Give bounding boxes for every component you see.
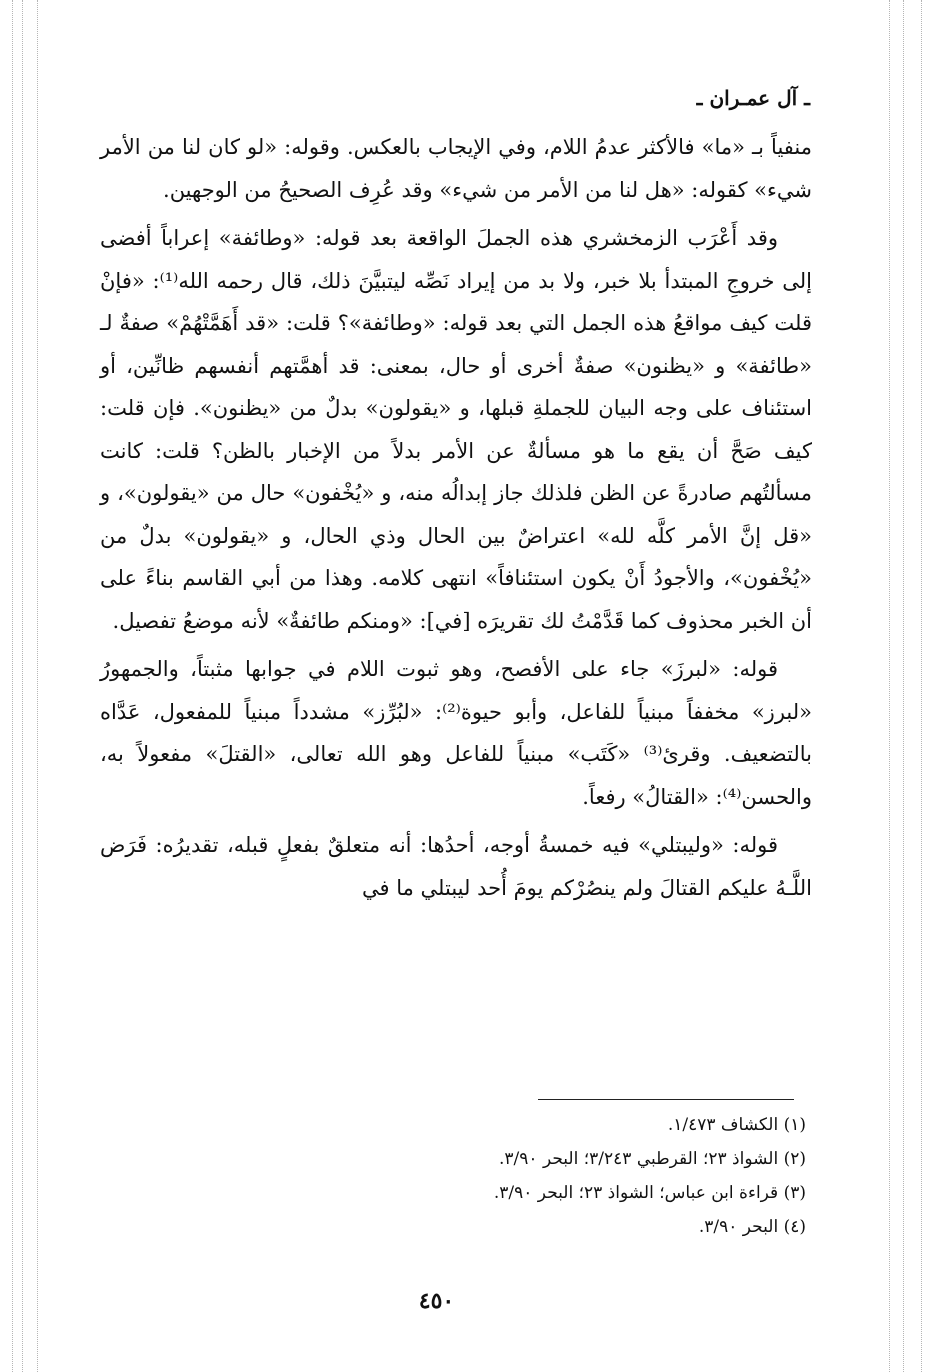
footnote-3: (٣) قراءة ابن عباس؛ الشواذ ٢٣؛ البحر ٣/٩٠. bbox=[493, 1183, 806, 1203]
paragraph-3: قوله: «لبرزَ» جاء على الأفصح، وهو ثبوت اللام في جوابها مثبتاً، والجمهورُ «لبرز» مخففاً مبنياً للفاعل، وأبو حيوة⁽²⁾: «لبُرِّز» مشدداً مبنياً للمفعول، عَدَّاه بالتضعيف. وقرئ⁽³⁾ «كَتَب» مبنياً للفاعل وهو الله تعالى، «القتلَ» مفعولاً به، والحسن⁽⁴⁾: «القتالُ» رفعاً. bbox=[100, 657, 812, 809]
page-number: ٤٥٠ bbox=[418, 1288, 455, 1314]
paragraph-2: وقد أَعْرَب الزمخشري هذه الجملَ الواقعة بعد قوله: «وطائفة» إعراباً أفضى إلى خروجِ المبتدأ بلا خبر، ولا بد من إيراد نَصِّه ليتبيَّنَ ذلك، قال رحمه الله⁽¹⁾: «فإنْ قلت كيف مواقعُ هذه الجمل التي بعد قوله: «وطائفة»؟ قلت: «قد أَهَمَّتْهُمْ» صفةٌ لـ «طائفة» و «يظنون» صفةٌ أخرى أو حال، بمعنى: قد أهمَّتهم أنفسهم ظانِّين، أو استئناف على وجه البيان للجملةِ قبلها، و «يقولون» بدلٌ من «يظنون». فإن قلت: كيف صَحَّ أن يقع ما هو مسألةٌ عن الأمر بدلاً من الإخبار بالظن؟ قلت: كانت مسألتُهم صادرةً عن الظن فلذلك جاز إبدالُه منه، و «يُخْفون» حال من «يقولون»، و «قل إنَّ الأمر كلَّه لله» اعتراضٌ بين الحال وذي الحال، و «يقولون» بدلٌ من «يُخْفون»، والأجودُ أَنْ يكون استئنافاً» انتهى كلامه. وهذا من أبي القاسم بناءً على أن الخبر محذوف كما قَدَّمْتُ لك تقريرَه [في]: «ومنكم طائفةٌ» لأنه موضعُ تفصيل. bbox=[100, 226, 812, 633]
running-head: ـ آل عمـران ـ bbox=[696, 86, 810, 110]
margin-dotted-line bbox=[12, 0, 13, 1372]
paragraph-4: قوله: «وليبتلي» فيه خمسةُ أوجه، أحدُها: أنه متعلقٌ بفعلٍ قبله، تقديرُه: فَرَض اللَّـهُ عليكم القتالَ ولم ينصُرْكم يومَ أُحد ليبتلي ما في bbox=[100, 833, 812, 900]
margin-dotted-line bbox=[22, 0, 23, 1372]
paragraph-1: منفياً بـ «ما» فالأكثر عدمُ اللام، وفي الإيجاب بالعكس. وقوله: «لو كان لنا من الأمر شيء» كقوله: «هل لنا من الأمر من شيء» وقد عُرِف الصحيحُ من الوجهين. bbox=[100, 135, 812, 202]
main-text bbox=[100, 126, 812, 915]
footnote-2: (٢) الشواذ ٢٣؛ القرطبي ٣/٢٤٣؛ البحر ٣/٩٠. bbox=[499, 1149, 806, 1169]
footnote-4: (٤) البحر ٣/٩٠. bbox=[698, 1217, 806, 1237]
footnote-1: (١) الكشاف ١/٤٧٣. bbox=[667, 1115, 806, 1135]
margin-dotted-line bbox=[903, 0, 904, 1372]
margin-dotted-line bbox=[921, 0, 922, 1372]
margin-dotted-line bbox=[37, 0, 38, 1372]
margin-dotted-line bbox=[889, 0, 890, 1372]
footnote-separator bbox=[538, 1099, 794, 1100]
footnotes bbox=[100, 1108, 806, 1244]
